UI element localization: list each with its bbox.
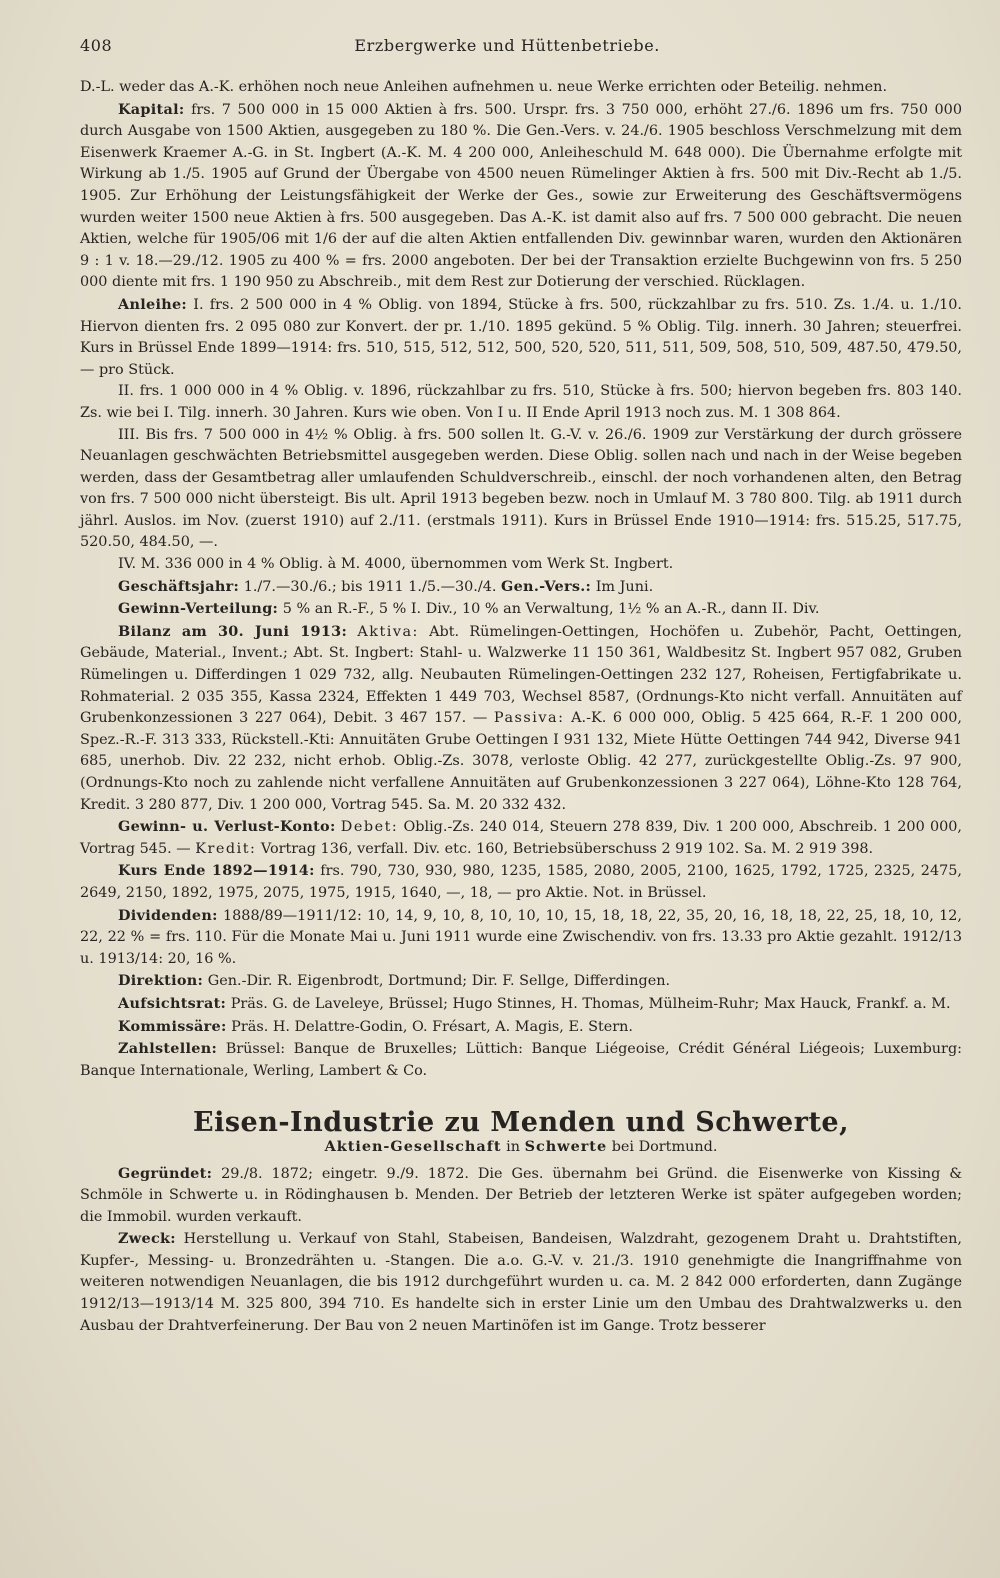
bilanz-passiva-label: Passiva: [493, 710, 565, 727]
kurs-paragraph [80, 860, 962, 904]
gegruendet-paragraph [80, 1163, 962, 1229]
bilanz-passiva-text: A.-K. 6 000 000, Oblig. 5 425 664, R.-F. 1 200 000, Spez.-R.-F. 313 333, Rückstell.-Kti: Annuitäten Grube Oettingen I 931 132, Miete Hütte Oettingen 744 942, Diverse 941 685, unerhob. Div. 22 232, nicht erhob. Oblig.-Zs. 3078, verloste Oblig. 42 277, zurückgestellte Oblig.-Zs. 97 900, (Ordnungs-Kto noch zu zahlende nicht verfallene Annuitäten auf Grubenkonzessionen 3 227 064), Löhne-Kto 128 764, Kredit. 3 280 877, Div. 1 200 000, Vortrag 545. Sa. M. 20 332 432. [80, 710, 963, 813]
dividenden-heading: Dividenden: [118, 906, 218, 924]
kurs-heading: Kurs Ende 1892—1914: [118, 862, 315, 880]
aufsichtsrat-paragraph [80, 993, 962, 1016]
gen-vers-text: Im Juni. [595, 578, 654, 595]
kurs-text: frs. 790, 730, 930, 980, 1235, 1585, 2080, 2005, 2100, 1625, 1792, 1725, 2325, 2475, 2649, 2150, 1892, 1975, 2075, 1975, 1915, 1640, —, 18, — pro Aktie. Not. in Brüssel. [80, 863, 962, 901]
anleihe-iii-text: III. Bis frs. 7 500 000 in 4½ % Oblig. à frs. 500 sollen lt. G.-V. v. 26./6. 1909 zur Verstärkung der durch grössere Neuanlagen geschwächten Betriebsmittel ausgegeben werden. Diese Oblig. sollen nach und nach in der Weise begeben werden, dass der Gesamtbetrag aller umlaufenden Schuldverschreib., einschl. der noch vorhandenen alten, den Betrag von frs. 7 500 000 nicht übersteigt. Bis ult. April 1913 begeben bezw. noch in Umlauf M. 3 780 800. Tilg. ab 1911 durch jährl. Auslos. im Nov. (zuerst 1910) auf 2./11. (erstmals 1911). Kurs in Brüssel Ende 1910—1914: frs. 515.25, 517.75, 520.50, 484.50, —. [80, 426, 962, 551]
gewinn-verteilung-text: 5 % an R.-F., 5 % I. Div., 10 % an Verwaltung, 1½ % an A.-R., dann II. Div. [282, 601, 820, 618]
anleihe-ii-paragraph [80, 381, 962, 424]
page-number: 408 [80, 36, 113, 55]
kapital-paragraph [80, 99, 962, 294]
guv-debet-text: Oblig.-Zs. 240 014, Steuern 278 839, Div. 1 200 000, Abschreib. 1 200 000, Vortrag 545. — [80, 819, 962, 857]
kommissaere-heading: Kommissäre: [118, 1017, 227, 1035]
document-body [80, 77, 962, 1337]
anleihe-paragraph [80, 294, 962, 381]
dividenden-text: 1888/89—1911/12: 10, 14, 9, 10, 8, 10, 10, 10, 15, 18, 18, 22, 35, 20, 16, 18, 18, 22, 25, 18, 10, 12, 22, 22 % = frs. 110. Für die Monate Mai u. Juni 1911 wurde eine Zwischendiv. von frs. 13.33 pro Aktie gezahlt. 1912/13 u. 1913/14: 20, 16 %. [80, 907, 962, 967]
kapital-heading: Kapital: [118, 100, 185, 118]
anleihe-text: I. frs. 2 500 000 in 4 % Oblig. von 1894, Stücke à frs. 500, rückzahlbar zu frs. 510. Zs. 1./4. u. 1./10. Hiervon dienten frs. 2 095 080 zur Konvert. der pr. 1./10. 1895 gekünd. 5 % Oblig. Tilg. innerh. 30 Jahren; steuerfrei. Kurs in Brüssel Ende 1899—1914: frs. 510, 515, 512, 512, 500, 520, 520, 511, 511, 509, 508, 510, 509, 487.50, 479.50, — pro Stück. [80, 296, 962, 378]
bilanz-aktiva-label: Aktiva: [357, 623, 419, 640]
kapital-text: frs. 7 500 000 in 15 000 Aktien à frs. 500. Urspr. frs. 3 750 000, erhöht 27./6. 1896 um frs. 750 000 durch Ausgabe von 1500 Aktien, ausgegeben zu 180 %. Die Gen.-Vers. v. 24./6. 1905 beschloss Verschmelzung mit dem Eisenwerk Kraemer A.-G. in St. Ingbert (A.-K. M. 4 200 000, Anleiheschuld M. 648 000). Die Übernahme erfolgte mit Wirkung ab 1./5. 1905 auf Grund der Übergabe von 4500 neuen Rümelinger Aktien à frs. 500 mit Div.-Recht ab 1./5. 1905. Zur Erhöhung der Leistungsfähigkeit der Werke der Ges., sowie zur Erweiterung des Geschäftsvermögens wurden weiter 1500 neue Aktien à frs. 500 ausgegeben. Das A.-K. ist damit also auf frs. 7 500 000 gebracht. Die neuen Aktien, welche für 1905/06 mit 1/6 der auf die alten Aktien entfallenden Div. gewinnbar waren, wurden den Aktionären 9 : 1 v. 18.—29./12. 1905 zu 400 % = frs. 2000 angeboten. Der bei der Transaktion erzielte Buchgewinn von frs. 5 250 000 diente mit frs. 1 190 950 zu Abschreib., mit dem Rest zur Dotierung der verschied. Rücklagen. [80, 101, 962, 291]
zweck-text: Herstellung u. Verkauf von Stahl, Stabeisen, Bandeisen, Walzdraht, gezogenem Draht u. Drahtstiften, Kupfer-, Messing- u. Bronzedrähten u. -Stangen. Die a.o. G.-V. v. 21./3. 1910 genehmigte die Inangriffnahme von weiteren notwendigen Neuanlagen, die bis 1912 durchgeführt wurden u. ca. M. 2 842 000 erforderten, dann Zugänge 1912/13—1913/14 M. 325 800, 394 710. Es handelte sich in erster Linie um den Umbau des Drahtwalzwerks u. den Ausbau der Drahtverfeinerung. Der Bau von 2 neuen Martinöfen ist im Gange. Trotz besserer [80, 1231, 962, 1334]
direktion-paragraph [80, 970, 962, 993]
anleihe-iii-paragraph [80, 425, 962, 555]
geschaeftsjahr-paragraph [80, 576, 962, 599]
zweck-paragraph [80, 1228, 962, 1337]
geschaeftsjahr-text: 1./7.—30./6.; bis 1911 1./5.—30./4. [243, 578, 497, 595]
guv-debet-label: Debet: [340, 819, 399, 836]
intro-text: D.-L. weder das A.-K. erhöhen noch neue Anleihen aufnehmen u. neue Werke errichten oder Beteilig. nehmen. [80, 79, 888, 95]
bilanz-aktiva-text: Abt. Rümelingen-Oettingen, Hochöfen u. Zubehör, Pacht, Oettingen, Gebäude, Material., Invent.; Abt. St. Ingbert: Stahl- u. Walzwerke 11 150 361, Waldbesitz St. Ingbert 957 082, Gruben Rümelingen u. Differdingen 1 029 732, allg. Neubauten Rümelingen-Oettingen 232 127, Roheisen, Fertigfabrikate u. Rohmaterial. 2 035 355, Kassa 2324, Effekten 1 449 703, Wechsel 8587, (Ordnungs-Kto nicht verfall. Annuitäten auf Grubenkonzessionen 3 227 064), Debit. 3 467 157. — [80, 623, 962, 727]
gegruendet-heading: Gegründet: [118, 1164, 213, 1182]
page-header [80, 36, 962, 55]
intro-paragraph [80, 77, 962, 99]
company-city: Schwerte [524, 1137, 608, 1155]
gewinn-verlust-paragraph [80, 816, 962, 860]
kommissaere-paragraph [80, 1016, 962, 1039]
anleihe-iv-paragraph [80, 554, 962, 576]
dividenden-paragraph [80, 905, 962, 971]
company-subtitle [80, 1136, 962, 1159]
running-title: Erzbergwerke und Hüttenbetriebe. [354, 36, 660, 55]
company-title: Eisen-Industrie zu Menden und Schwerte, [192, 1107, 849, 1139]
gegruendet-text: 29./8. 1872; eingetr. 9./9. 1872. Die Ges. übernahm bei Gründ. die Eisenwerke von Kissing & Schmöle in Schwerte u. in Rödinghausen b. Menden. Der Betrieb der letzteren Werke ist später aufgegeben worden; die Immobil. wurden verkauft. [80, 1165, 963, 1225]
zahlstellen-paragraph [80, 1038, 962, 1082]
gen-vers-heading: Gen.-Vers.: [501, 577, 592, 595]
bilanz-heading: Bilanz am 30. Juni 1913: [118, 622, 348, 640]
anleihe-iv-text: IV. M. 336 000 in 4 % Oblig. à M. 4000, übernommen vom Werk St. Ingbert. [118, 556, 674, 573]
anleihe-heading: Anleihe: [118, 295, 188, 313]
zahlstellen-text: Brüssel: Banque de Bruxelles; Lüttich: Banque Liégeoise, Crédit Général Liégeois; Luxemburg: Banque Internationale, Werling, Lambert & Co. [80, 1041, 962, 1079]
geschaeftsjahr-heading: Geschäftsjahr: [118, 577, 240, 595]
gewinn-verteilung-paragraph [80, 598, 962, 621]
bilanz-paragraph [80, 621, 962, 816]
guv-kredit-text: Vortrag 136, verfall. Div. etc. 160, Betriebsüberschuss 2 919 102. Sa. M. 2 919 398. [260, 840, 874, 857]
aufsichtsrat-heading: Aufsichtsrat: [118, 994, 227, 1012]
kommissaere-text: Präs. H. Delattre-Godin, O. Frésart, A. Magis, E. Stern. [231, 1018, 633, 1035]
direktion-text: Gen.-Dir. R. Eigenbrodt, Dortmund; Dir. F. Sellge, Differdingen. [207, 973, 671, 990]
gewinn-verteilung-heading: Gewinn-Verteilung: [118, 600, 279, 618]
zahlstellen-heading: Zahlstellen: [118, 1040, 218, 1058]
company-form: Aktien-Gesellschaft [324, 1137, 502, 1155]
company-in: in [506, 1138, 520, 1155]
anleihe-ii-text: II. frs. 1 000 000 in 4 % Oblig. v. 1896, rückzahlbar zu frs. 510, Stücke à frs. 500; hiervon begeben frs. 803 140. Zs. wie bei I. Tilg. innerh. 30 Jahren. Kurs wie oben. Von I u. II Ende April 1913 noch zus. M. 1 308 864. [80, 383, 962, 421]
zweck-heading: Zweck: [118, 1230, 176, 1248]
company-location: bei Dortmund. [611, 1138, 718, 1155]
aufsichtsrat-text: Präs. G. de Laveleye, Brüssel; Hugo Stinnes, H. Thomas, Mülheim-Ruhr; Max Hauck, Frankf. a. M. [230, 995, 951, 1012]
direktion-heading: Direktion: [118, 972, 204, 990]
guv-kredit-label: Kredit: [195, 840, 257, 857]
gewinn-verlust-heading: Gewinn- u. Verlust-Konto: [118, 818, 336, 836]
